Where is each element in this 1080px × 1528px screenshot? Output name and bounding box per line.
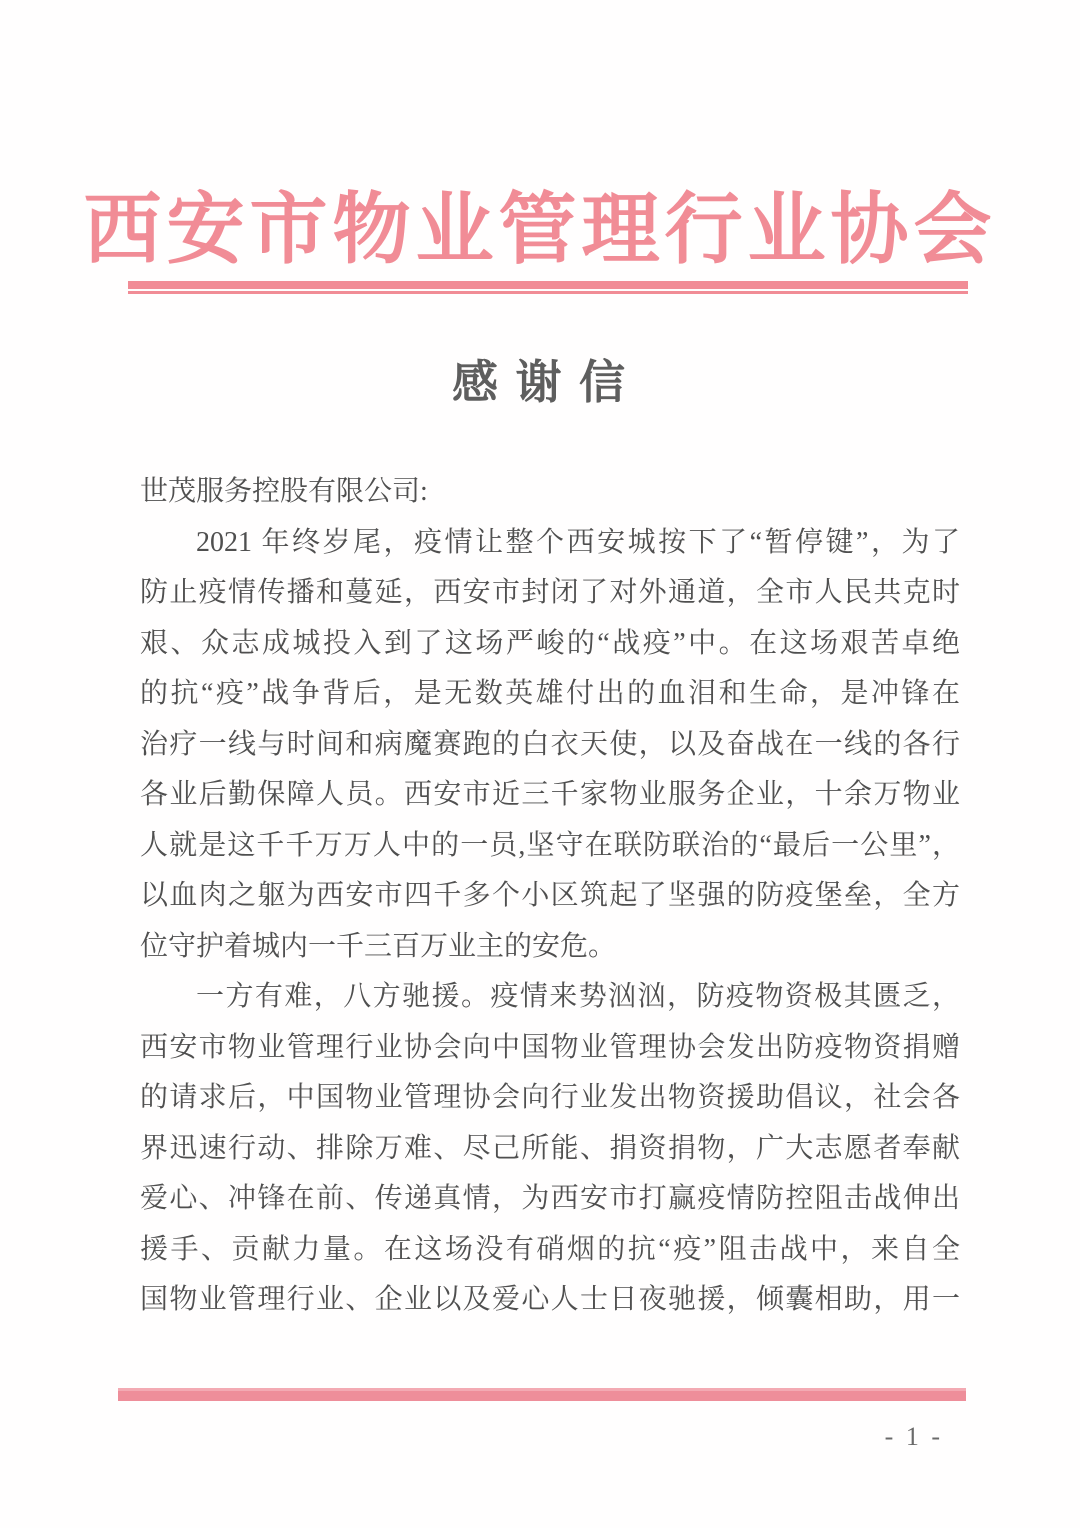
- body-line: 2021 年终岁尾，疫情让整个西安城按下了“暂停键”，为了: [196, 526, 960, 558]
- body-line: 国物业管理行业、企业以及爱心人士日夜驰援，倾囊相助，用一: [140, 1284, 960, 1315]
- body-line: 一方有难，八方驰援。疫情来势汹汹，防疫物资极其匮乏，: [196, 981, 960, 1012]
- body-line: 艰、众志成城投入到了这场严峻的“战疫”中。在这场艰苦卓绝: [140, 627, 960, 659]
- letterhead-rule: [128, 281, 968, 294]
- footer-rule-thick: [118, 1391, 966, 1401]
- body-line: 援手、贡献力量。在这场没有硝烟的抗“疫”阻击战中，来自全: [140, 1233, 960, 1265]
- body-line: 爱心、冲锋在前、传递真情，为西安市打赢疫情防控阻击战伸出: [140, 1183, 960, 1214]
- salutation: 世茂服务控股有限公司:: [140, 476, 428, 507]
- letterhead-rule-thick: [128, 281, 968, 289]
- document-title: 感 谢 信: [452, 357, 628, 408]
- body-line: 以血肉之躯为西安市四千多个小区筑起了坚强的防疫堡垒，全方: [140, 880, 960, 911]
- body-line: 治疗一线与时间和病魔赛跑的白衣天使，以及奋战在一线的各行: [140, 728, 960, 760]
- letterhead-rule-thin: [128, 291, 968, 294]
- body-line: 的抗“疫”战争背后，是无数英雄付出的血泪和生命，是冲锋在: [140, 678, 960, 709]
- body-line: 防止疫情传播和蔓延，西安市封闭了对外通道，全市人民共克时: [140, 577, 960, 608]
- body-line: 界迅速行动、排除万难、尽己所能、捐资捐物，广大志愿者奉献: [140, 1132, 960, 1164]
- letterhead-org-name: 西安市物业管理行业协会: [83, 186, 997, 273]
- page-number: - 1 -: [884, 1422, 943, 1451]
- body-line: 各业后勤保障人员。西安市近三千家物业服务企业，十余万物业: [140, 779, 960, 810]
- body-line: 位守护着城内一千三百万业主的安危。: [140, 930, 617, 962]
- body-line: 西安市物业管理行业协会向中国物业管理协会发出防疫物资捐赠: [140, 1031, 960, 1063]
- letter-body: [140, 467, 960, 1326]
- footer-rule: [118, 1388, 966, 1401]
- body-line: 人就是这千千万万人中的一员,坚守在联防联治的“最后一公里”，: [140, 829, 960, 861]
- body-line: 的请求后，中国物业管理协会向行业发出物资援助倡议，社会各: [140, 1082, 960, 1113]
